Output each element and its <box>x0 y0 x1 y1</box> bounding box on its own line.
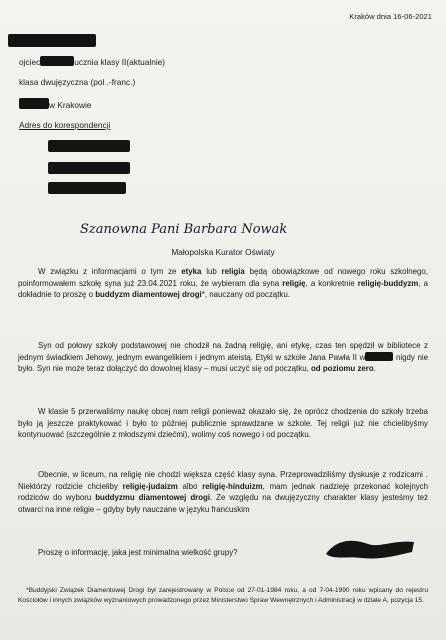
redacted-child-name <box>40 56 74 66</box>
p1-bold-religie: religię <box>282 278 306 288</box>
p2-text-2: nigdy nie było. Syn nie może teraz dołączyć do dowolnej klasy – musi uczyć się od początku, <box>18 352 429 374</box>
p4-text-2: albo <box>177 481 203 491</box>
paragraph-1 <box>18 266 428 301</box>
paragraph-2 <box>18 340 428 375</box>
p1-text-6: *, nauczany od początku. <box>201 290 290 300</box>
letter-date: Kraków dnia 16-06-2021 <box>349 12 432 21</box>
p4-text-3: , mam jednak nadzieję przekonać kolejnych rodziców do wyboru <box>18 481 428 503</box>
p4-bold-buddyzmu-diamentowej-drogi: buddyzmu diamentowej drogi <box>95 493 211 503</box>
sender-line-father <box>19 56 165 68</box>
sender-city: w Krakowie <box>49 100 92 110</box>
paragraph-3: W klasie 5 przerwaliśmy naukę obcej nam religii ponieważ okazało się, że oprócz chodzenia do szkoły trzeba było ją jeszcze praktykować i było to później publicznie sprawdzane w szkole. Tej religii już nie chcielibyśmy kontynuować (szczególnie z młodszymi dziećmi), wolimy coś nowego i od początku. <box>18 407 428 440</box>
p1-bold-etyka: etyka <box>181 267 202 276</box>
sender-line-city <box>19 98 91 111</box>
footnote: *Buddyjski Związek Diamentowej Drogi był zarejestrowany w Polsce od 27-01-1984 roku, a od 7-04-1990 roku wpisany do rejestru Kościołów i innych związków wyznaniowych prowadzonego przez Ministerstwo Spraw Wewnętrznych i Administracji w dziale A, pozycja 15. <box>18 587 428 604</box>
sender-line-class: klasa dwujęzyczna (pol .-franc.) <box>19 77 136 87</box>
addressee: Małopolska Kurator Oświaty <box>171 247 275 257</box>
p1-text-5: , a dokładnie to proszę o <box>18 278 428 300</box>
redacted-street <box>19 98 49 109</box>
p1-text-3: będą obowiązkowe od nowego roku szkolnego, poinformowałem szkołę syna już 23.04.2021 roku, że wybieram dla syna <box>18 267 429 288</box>
p1-bold-religie-buddyzm: religię-buddyzm <box>357 278 419 288</box>
p1-text-2: lub <box>201 267 222 276</box>
paragraph-4 <box>18 469 428 515</box>
p4-text-1: Obecnie, w liceum, na religię nie chodzi większa część klasy syna. Przeprowadziliśmy dyskusje z rodzicami . Niektórzy rodzicie chcieliby <box>18 470 428 491</box>
p4-text-4: . Ze względu na dwujęzyczny charakter klasy jesteśmy też otwarci na inne religie – gdyby były nauczane w języku francuskim <box>18 493 428 514</box>
redacted-signature <box>322 534 418 562</box>
correspondence-address-label: Adres do korespondencji <box>19 120 111 130</box>
p1-text-1: W związku z informacjami o tym ze <box>38 267 182 276</box>
p1-bold-buddyzm-diamentowej-drogi: buddyzm diamentowej drogi <box>95 290 202 300</box>
p1-text-4: , a konkretnie <box>305 278 358 288</box>
sender-father-suffix: ucznia klasy II(aktualnie) <box>74 57 166 67</box>
p4-bold-religie-judaizm: religię-judaizm <box>122 481 178 491</box>
p2-text-3: . <box>373 364 376 374</box>
redacted-address-line-3 <box>48 182 126 194</box>
p2-text-1: Syn od połowy szkoły podstawowej nie chodził na żadną religię, ani etykę, czas ten spędził w bibliotece z jednym świadkiem Jehowy, jednym ewangelikiem i jednym ateistą. Etyki w szkole Jana Pawła II w <box>18 341 428 362</box>
handwritten-salutation <box>80 205 370 245</box>
salutation-handwriting-text: Szanowna Pani Barbara Nowak <box>80 222 288 237</box>
p2-bold-od-poziomu-zero: od poziomu zero <box>310 364 374 374</box>
redacted-school-location <box>365 352 393 361</box>
p4-bold-religie-hinduizm: religię-hinduizm <box>202 481 263 491</box>
redacted-address-line-1 <box>48 140 130 152</box>
paragraph-5: Proszę o informację, jaka jest minimalna wielkość grupy? <box>38 548 238 557</box>
redacted-address-line-2 <box>48 162 130 174</box>
redacted-name-top <box>8 34 96 47</box>
p1-bold-religia: religia <box>221 267 245 276</box>
sender-father-prefix: ojciec <box>19 57 41 67</box>
